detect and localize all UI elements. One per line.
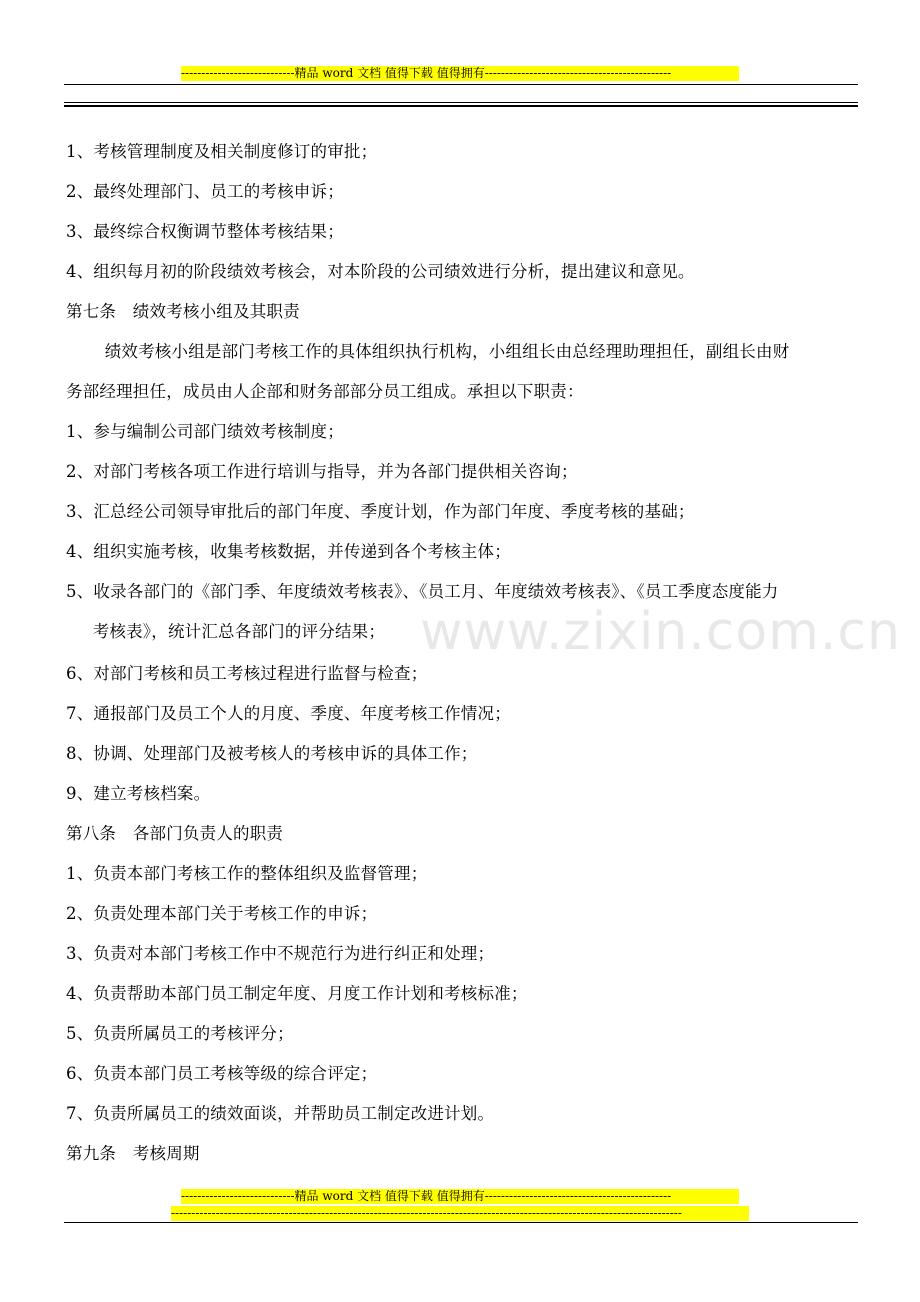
header-rule xyxy=(64,84,858,85)
text-line: 4、组织每月初的阶段绩效考核会，对本阶段的公司绩效进行分析，提出建议和意见。 xyxy=(66,262,695,281)
paragraph-line: 务部经理担任，成员由人企部和财务部部分员工组成。承担以下职责： xyxy=(66,382,584,401)
text-line: 5、收录各部门的《部门季、年度绩效考核表》、《员工月、年度绩效考核表》、《员工季度态度能力 xyxy=(66,582,779,601)
text-line: 4、负责帮助本部门员工制定年度、月度工作计划和考核标准； xyxy=(66,984,528,1003)
text-line: 9、建立考核档案。 xyxy=(66,784,211,803)
section-heading: 第七条 绩效考核小组及其职责 xyxy=(66,302,300,321)
text-line: 2、最终处理部门、员工的考核申诉； xyxy=(66,182,344,201)
text-line: 1、参与编制公司部门绩效考核制度； xyxy=(66,422,344,441)
section-heading: 第八条 各部门负责人的职责 xyxy=(66,824,284,843)
watermark: www.zixin.com.cn xyxy=(420,602,901,662)
text-line: 1、负责本部门考核工作的整体组织及监督管理； xyxy=(66,864,428,883)
text-line: 6、负责本部门员工考核等级的综合评定； xyxy=(66,1064,378,1083)
header-double-rule-top xyxy=(64,102,858,103)
text-line: 3、负责对本部门考核工作中不规范行为进行纠正和处理； xyxy=(66,944,495,963)
text-line: 2、对部门考核各项工作进行培训与指导，并为各部门提供相关咨询； xyxy=(66,462,578,481)
text-line: 2、负责处理本部门关于考核工作的申诉； xyxy=(66,904,378,923)
text-line: 7、通报部门及员工个人的月度、季度、年度考核工作情况； xyxy=(66,704,511,723)
header-double-rule-bottom xyxy=(64,105,858,107)
text-line: 1、考核管理制度及相关制度修订的审批； xyxy=(66,142,378,161)
paragraph-line: 绩效考核小组是部门考核工作的具体组织执行机构，小组组长由总经理助理担任，副组长由财 xyxy=(88,342,790,361)
text-line: 8、协调、处理部门及被考核人的考核申诉的具体工作； xyxy=(66,744,478,763)
text-line: 4、组织实施考核，收集考核数据，并传递到各个考核主体； xyxy=(66,542,511,561)
footer-banner: ----------------------------精品 word 文档 值得下载 值得拥有---------------------------------------------- xyxy=(181,1189,739,1204)
footer-rule xyxy=(64,1222,858,1223)
text-line: 3、最终综合权衡调节整体考核结果； xyxy=(66,222,344,241)
header-banner: ----------------------------精品 word 文档 值得下载 值得拥有---------------------------------------------- xyxy=(181,66,739,81)
text-line: 5、负责所属员工的考核评分； xyxy=(66,1024,294,1043)
text-line: 7、负责所属员工的绩效面谈，并帮助员工制定改进计划。 xyxy=(66,1104,495,1123)
section-heading: 第九条 考核周期 xyxy=(66,1144,200,1163)
text-line: 3、汇总经公司领导审批后的部门年度、季度计划，作为部门年度、季度考核的基础； xyxy=(66,502,695,521)
footer-banner-dashes: ------------------------------------------------------------------------------------------------------------------------------ xyxy=(171,1206,749,1221)
text-line: 6、对部门考核和员工考核过程进行监督与检查； xyxy=(66,664,428,683)
text-line: 考核表》，统计汇总各部门的评分结果； xyxy=(76,622,386,641)
